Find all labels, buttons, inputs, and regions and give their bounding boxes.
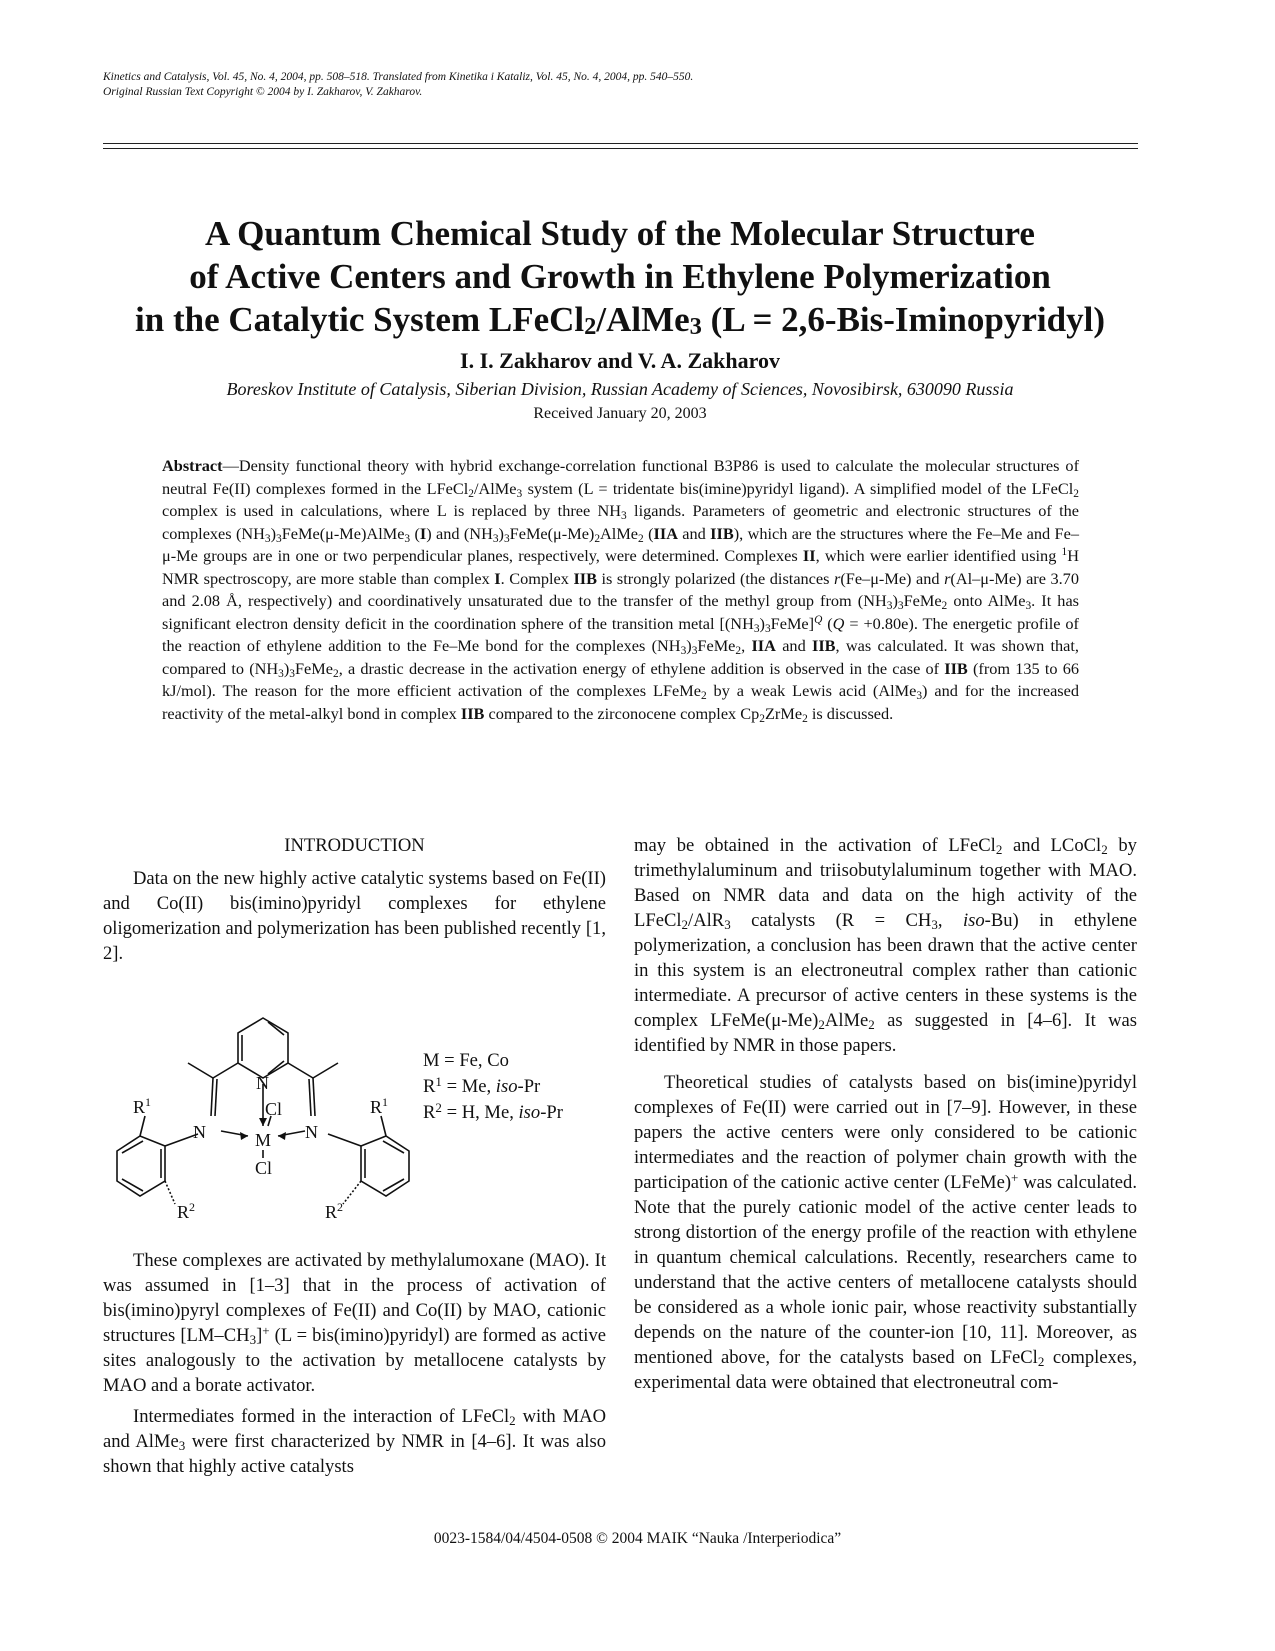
- ligand-structure-figure: [103, 978, 606, 1248]
- label-r1-right: $R^1$: [370, 1095, 389, 1117]
- legend-metal: M = Fe, Co: [423, 1050, 509, 1071]
- header-rule-bottom: [103, 148, 1138, 149]
- left-column: [103, 833, 606, 1479]
- section-heading-introduction: INTRODUCTION: [284, 835, 425, 856]
- title-line1: A Quantum Chemical Study of the Molecular Structure: [205, 214, 1035, 253]
- affiliation: Boreskov Institute of Catalysis, Siberian Division, Russian Academy of Sciences, Novosibirsk, 630090 Russia: [226, 379, 1014, 399]
- right-column: [634, 833, 1137, 1395]
- title-line3: in the Catalytic System LFeCl$_2$/AlMe$_3$ (L = 2,6-Bis-Iminopyridyl): [135, 300, 1105, 340]
- intro-paragraph-3: Intermediates formed in the interaction of LFeCl$_2$ with MAO and AlMe$_3$ were first characterized by NMR in [4–6]. It was also shown that highly active catalysts: [103, 1406, 606, 1477]
- right-paragraph-2: Theoretical studies of catalysts based on bis(imine)pyridyl complexes of Fe(II) were carried out in [7–9]. However, in these papers the active centers were only considered to be cationic intermediates and the reaction of polymer chain growth with the participation of the cationic active center (LFeMe)+ was calculated. Note that the purely cationic model of the active center leads to strong distortion of the energy profile of the reaction with ethylene in quantum chemical calculations. Recently, researchers came to understand that the active centers of metallocene catalysts should be considered as a whole ionic pair, whose reactivity substantially depends on the nature of the counter-ion [10, 11]. Moreover, as mentioned above, for the catalysts based on LFeCl$_2$ complexes, experimental data were obtained that electroneutral com-: [634, 1072, 1137, 1393]
- atom-cl-bottom: Cl: [255, 1158, 273, 1178]
- authors: I. I. Zakharov and V. A. Zakharov: [460, 348, 780, 373]
- atom-cl-top: Cl: [265, 1099, 283, 1119]
- article-title: [90, 212, 1150, 341]
- running-head-line2: Original Russian Text Copyright © 2004 by I. Zakharov, V. Zakharov.: [103, 86, 423, 98]
- abstract: Abstract—Density functional theory with hybrid exchange-correlation functional B3P86 is used to calculate the molecular structures of neutral Fe(II) complexes formed in the LFeCl$_2$/AlMe$_3$ system (L = tridentate bis(imine)pyridyl ligand). A simplified model of the LFeCl$_2$ complex is used in calculations, where L is replaced by three $NH_3$ ligands. Parameters of geometric and electronic structures of the complexes $(NH_3)_3FeMe(\mu-Me)AlMe_3$ (I) and $(NH_3)_3FeMe(\mu-Me)_2AlMe_2$ (IIA and IIB), which are the structures where the Fe–Me and Fe–μ-Me groups are in one or two perpendicular planes, respectively, were determined. Complexes II, which were earlier identified using $^1$H NMR spectroscopy, are more stable than complex I. Complex IIB is strongly polarized (the distances r(Fe–μ-Me) and r(Al–μ-Me) are 3.70 and 2.08 Å, respectively) and coordinatively unsaturated due to the transfer of the methyl group from $(NH_3)_3FeMe_2$ onto AlMe$_3$. It has significant electron density deficit in the coordination sphere of the transition metal $[(NH_3)_3FeMe]^Q$ (Q = +0.80e). The energetic profile of the reaction of ethylene addition to the Fe–Me bond for the complexes $(NH_3)_3FeMe_2$, IIA and IIB, was calculated. It was shown that, compared to $(NH_3)_3FeMe_2$, a drastic decrease in the activation energy of ethylene addition is observed in the case of IIB (from 135 to 66 kJ/mol). The reason for the more efficient activation of the complexes LFeMe$_2$ by a weak Lewis acid (AlMe$_3$) and for the increased reactivity of the metal-alkyl bond in complex IIB compared to the zirconocene complex $Cp_2ZrMe_2$ is discussed.: [162, 456, 1080, 725]
- atom-n-pyridine: N: [256, 1073, 269, 1093]
- received-date: Received January 20, 2003: [533, 405, 707, 422]
- atom-metal: M: [255, 1130, 272, 1150]
- footer-copyright: 0023-1584/04/4504-0508 © 2004 MAIK “Nauka /Interperiodica”: [433, 1530, 842, 1547]
- running-head: [103, 70, 1103, 100]
- figure-legend: [423, 1048, 563, 1126]
- legend-r1: $R^1 = Me$, iso-Pr: [423, 1074, 541, 1097]
- label-r2-right: $R^2$: [325, 1200, 344, 1222]
- intro-paragraph-2: These complexes are activated by methylalumoxane (MAO). It was assumed in [1–3] that in the process of activation of bis(imino)pyryl complexes of Fe(II) and Co(II) by MAO, cationic structures $[LM-CH_3]^+$ (L = bis(imino)pyridyl) are formed as active sites analogously to the activation by metallocene catalysts by MAO and a borate activator.: [103, 1250, 606, 1396]
- atom-n-right: N: [305, 1122, 318, 1142]
- intro-paragraph-1: Data on the new highly active catalytic systems based on Fe(II) and Co(II) bis(imino)pyridyl complexes for ethylene oligomerization and polymerization has been published recently [1, 2].: [103, 868, 606, 964]
- label-r1-left: $R^1$: [133, 1095, 152, 1117]
- right-paragraph-1: may be obtained in the activation of LFeCl$_2$ and LCoCl$_2$ by trimethylaluminum and triisobutylaluminum together with MAO. Based on NMR data and data on the high activity of the LFeCl$_2$/AlR$_3$ catalysts ($R = CH_3$, iso-Bu) in ethylene polymerization, a conclusion has been drawn that the active center in this system is an electroneutral complex rather than cationic intermediate. A precursor of active centers in these systems is the complex $LFeMe(\mu-Me)_2AlMe_2$ as suggested in [4–6]. It was identified by NMR in those papers.: [634, 835, 1138, 1056]
- atom-n-left: N: [193, 1122, 206, 1142]
- complex-structure-diagram: [103, 978, 423, 1248]
- label-r2-left: $R^2$: [177, 1200, 196, 1222]
- header-rule-top: [103, 143, 1138, 144]
- legend-r2: $R^2 = H$, Me, iso-Pr: [423, 1100, 563, 1123]
- running-head-line1: Kinetics and Catalysis, Vol. 45, No. 4, 2004, pp. 508–518. Translated from Kinetika i Kataliz, Vol. 45, No. 4, 2004, pp. 540–550.: [103, 71, 694, 83]
- title-line2: of Active Centers and Growth in Ethylene Polymerization: [189, 257, 1051, 296]
